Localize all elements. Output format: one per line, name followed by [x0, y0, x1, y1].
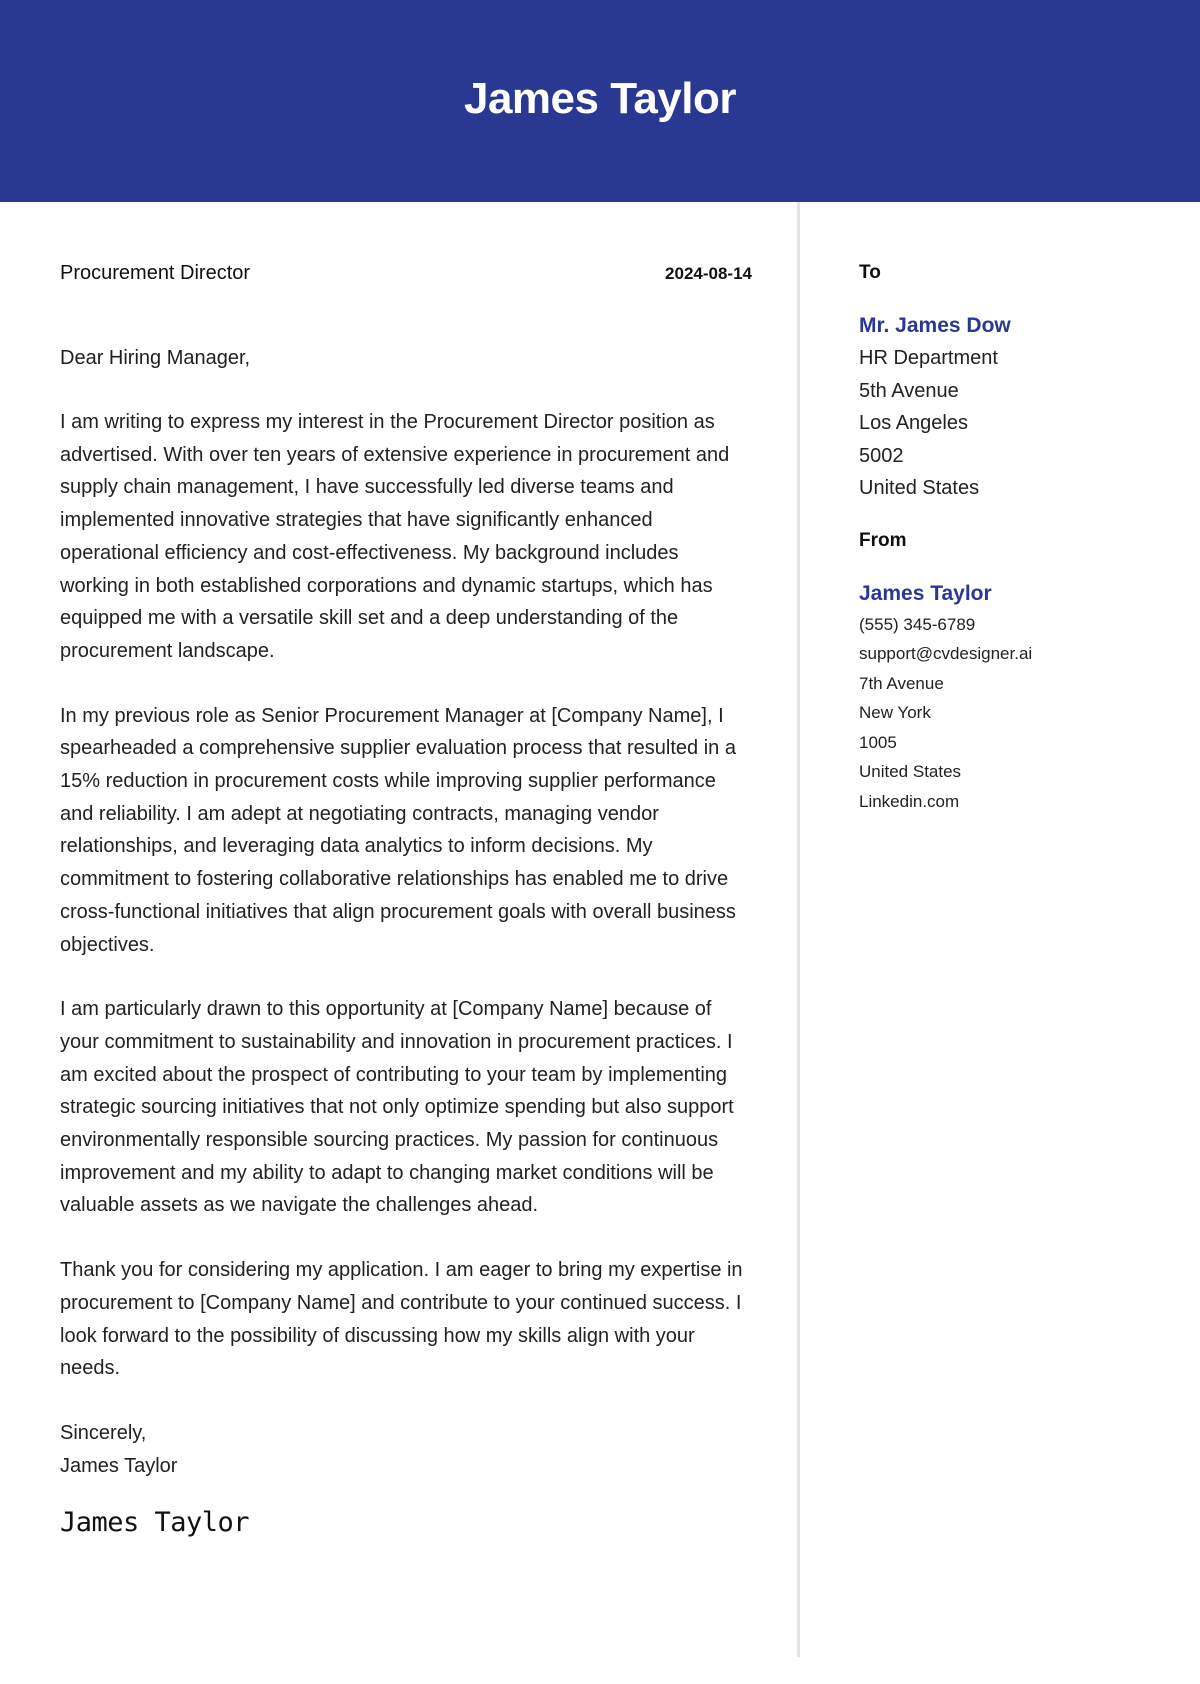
- recipient-street: 5th Avenue: [859, 379, 959, 402]
- letter-body: [60, 262, 752, 1538]
- recipient-department: HR Department: [859, 347, 998, 369]
- sender-email: support@cvdesigner.ai: [859, 644, 1033, 663]
- header-banner: [0, 0, 1200, 202]
- paragraph: Thank you for considering my application. I am eager to bring my expertise in procurement to [Company Name] and contribute to your continued success. I look forward to the possibility of discussing how my skills align with your needs.: [60, 1259, 743, 1380]
- from-heading: From: [859, 529, 907, 551]
- title-row: [60, 262, 752, 292]
- closing-phrase: Sincerely,: [60, 1421, 147, 1444]
- sender-country: United States: [859, 762, 962, 781]
- recipient-name: Mr. James Dow: [859, 314, 1011, 337]
- job-title: Procurement Director: [60, 262, 251, 284]
- salutation: Dear Hiring Manager,: [60, 347, 251, 369]
- recipient-country: United States: [859, 477, 980, 499]
- paragraph: In my previous role as Senior Procurement Manager at [Company Name], I spearheaded a comprehensive supplier evaluation process that resulted in a 15% reduction in procurement costs while improving supplier performance and reliability. I am adept at negotiating contracts, managing vendor relationships, and leveraging data analytics to inform decisions. My commitment to fostering collaborative relationships has enabled me to drive cross-functional initiatives that align procurement goals with overall business objectives.: [60, 704, 736, 956]
- column-divider: [797, 202, 800, 1657]
- sender-zip: 1005: [859, 732, 897, 752]
- letter-date: 2024-08-14: [665, 264, 752, 283]
- sender-street: 7th Avenue: [859, 673, 944, 693]
- closing-block: [60, 1417, 752, 1483]
- sender-name: James Taylor: [859, 581, 992, 605]
- recipient-city: Los Angeles: [859, 412, 968, 434]
- sender-city: New York: [859, 703, 931, 722]
- applicant-name: James Taylor: [463, 74, 736, 123]
- closing-name: James Taylor: [60, 1454, 178, 1477]
- to-heading: To: [859, 262, 881, 283]
- signature: James Taylor: [60, 1506, 250, 1538]
- paragraph: I am writing to express my interest in the Procurement Director position as advertised. With over ten years of extensive experience in procurement and supply chain management, I have successfully led diverse teams and implemented innovative strategies that have significantly enhanced operational efficiency and cost-effectiveness. My background includes working in both established corporations and dynamic startups, which has equipped me with a versatile skill set and a deep understanding of the procurement landscape.: [60, 411, 730, 662]
- address-sidebar: [859, 262, 1159, 816]
- recipient-zip: 5002: [859, 444, 904, 467]
- sender-website: Linkedin.com: [859, 791, 960, 811]
- paragraph: I am particularly drawn to this opportunity at [Company Name] because of your commitment to sustainability and innovation in procurement practices. I am excited about the prospect of contributing to your team by implementing strategic sourcing initiatives that not only optimize spending but also support environmentally responsible sourcing practices. My passion for continuous improvement and my ability to adapt to changing market conditions will be valuable assets as we navigate the challenges ahead.: [60, 998, 734, 1217]
- sender-phone: (555) 345-6789: [859, 614, 976, 634]
